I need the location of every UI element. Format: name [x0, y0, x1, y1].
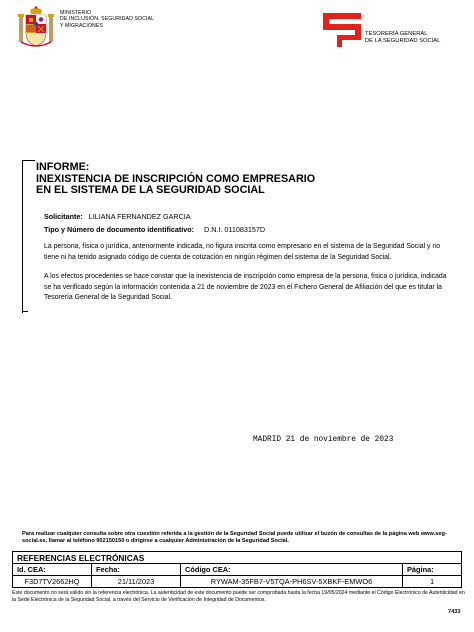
electronic-references-table: [12, 551, 462, 588]
paragraph-2: A los efectos procedentes se hace constar que la inexistencia de inscripción como empresa de la persona, física o jurídica, indicada se ha verificado según la información contenida a 21 de noviembre de 2023 en el Fichero General de Afiliación del que es titular la Tesorería General de la Seguridad Social.: [44, 273, 447, 301]
place-date: MADRID 21 de noviembre de 2023: [253, 436, 394, 444]
solicitante-label: Solicitante:: [44, 212, 83, 221]
ministry-name: [60, 10, 154, 29]
fecha-value: 21/11/2023: [92, 576, 181, 588]
title-line: EN EL SISTEMA DE LA SEGURIDAD SOCIAL: [36, 184, 265, 196]
solicitante-value: LILIANA FERNANDEZ GARCIA: [88, 212, 191, 221]
tgss-name: [365, 31, 440, 45]
tgss-line: DE LA SEGURIDAD SOCIAL: [365, 38, 441, 44]
refs-title: REFERENCIAS ELECTRÓNICAS: [13, 552, 462, 564]
tgss-line: TESORERÍA GENERAL: [365, 31, 428, 37]
paragraph-1: La persona, física o jurídica, anteriormente indicada, no figura inscrita como empresario en el sistema de la Seguridad Social y no tiene ni ha tenido asignado código de cuenta de cotización en ningún régimen del sistema de la Seguridad Social.: [44, 243, 441, 261]
tgss-logo: [323, 13, 361, 47]
ministry-line: MINISTERIO: [60, 10, 92, 16]
document-id-value: D.N.I. 011083157D: [204, 225, 266, 234]
title-bracket: [22, 160, 35, 313]
document-title: [36, 162, 315, 197]
id-cea-value: F3D7TV2662HQ: [13, 576, 92, 588]
document-id-label: Tipo y Número de documento identificativo:: [44, 225, 195, 234]
validity-note: Este documento no será válido sin la referencia electrónica. La autenticidad de este documento puede ser comprobada hasta la fecha 19/05/2024 mediante el Código Electrónico de Autenticidad en la Sede Electrónica de la Seguridad Social, a través del Servicio de Verificación de Integridad de Documentos.: [12, 590, 465, 603]
pagina-label: Página:: [403, 564, 462, 576]
coat-of-arms-logo: [17, 6, 55, 50]
solicitante-row: [44, 212, 191, 221]
bracket-foot: [22, 311, 28, 312]
id-cea-label: Id. CEA:: [13, 564, 92, 576]
codigo-cea-value: RYWAM-35FB7-V5TQA-PH6SV-5XBKF-EMWO6: [181, 576, 403, 588]
title-line: INEXISTENCIA DE INSCRIPCIÓN COMO EMPRESARIO: [36, 172, 316, 185]
fecha-label: Fecha:: [92, 564, 181, 576]
ministry-line: Y MIGRACIONES: [60, 22, 103, 29]
title-line: INFORME:: [36, 161, 90, 173]
ministry-line: DE INCLUSIÓN, SEGURIDAD SOCIAL: [60, 16, 155, 23]
version-code: 7433: [448, 609, 461, 615]
document-id-row: [44, 225, 265, 234]
pagina-value: 1: [403, 576, 462, 588]
consulta-note: Para realizar cualquier consulta sobre otra cuestión referida a la gestión de la Seguridad Social puede utilizar el buzón de consultas de la página web www.seg-social.es, llamar al teléfono 902150150 o dirigirse a cualquier Administración de la Seguridad Social.: [22, 531, 447, 544]
codigo-cea-label: Código CEA:: [181, 564, 403, 576]
